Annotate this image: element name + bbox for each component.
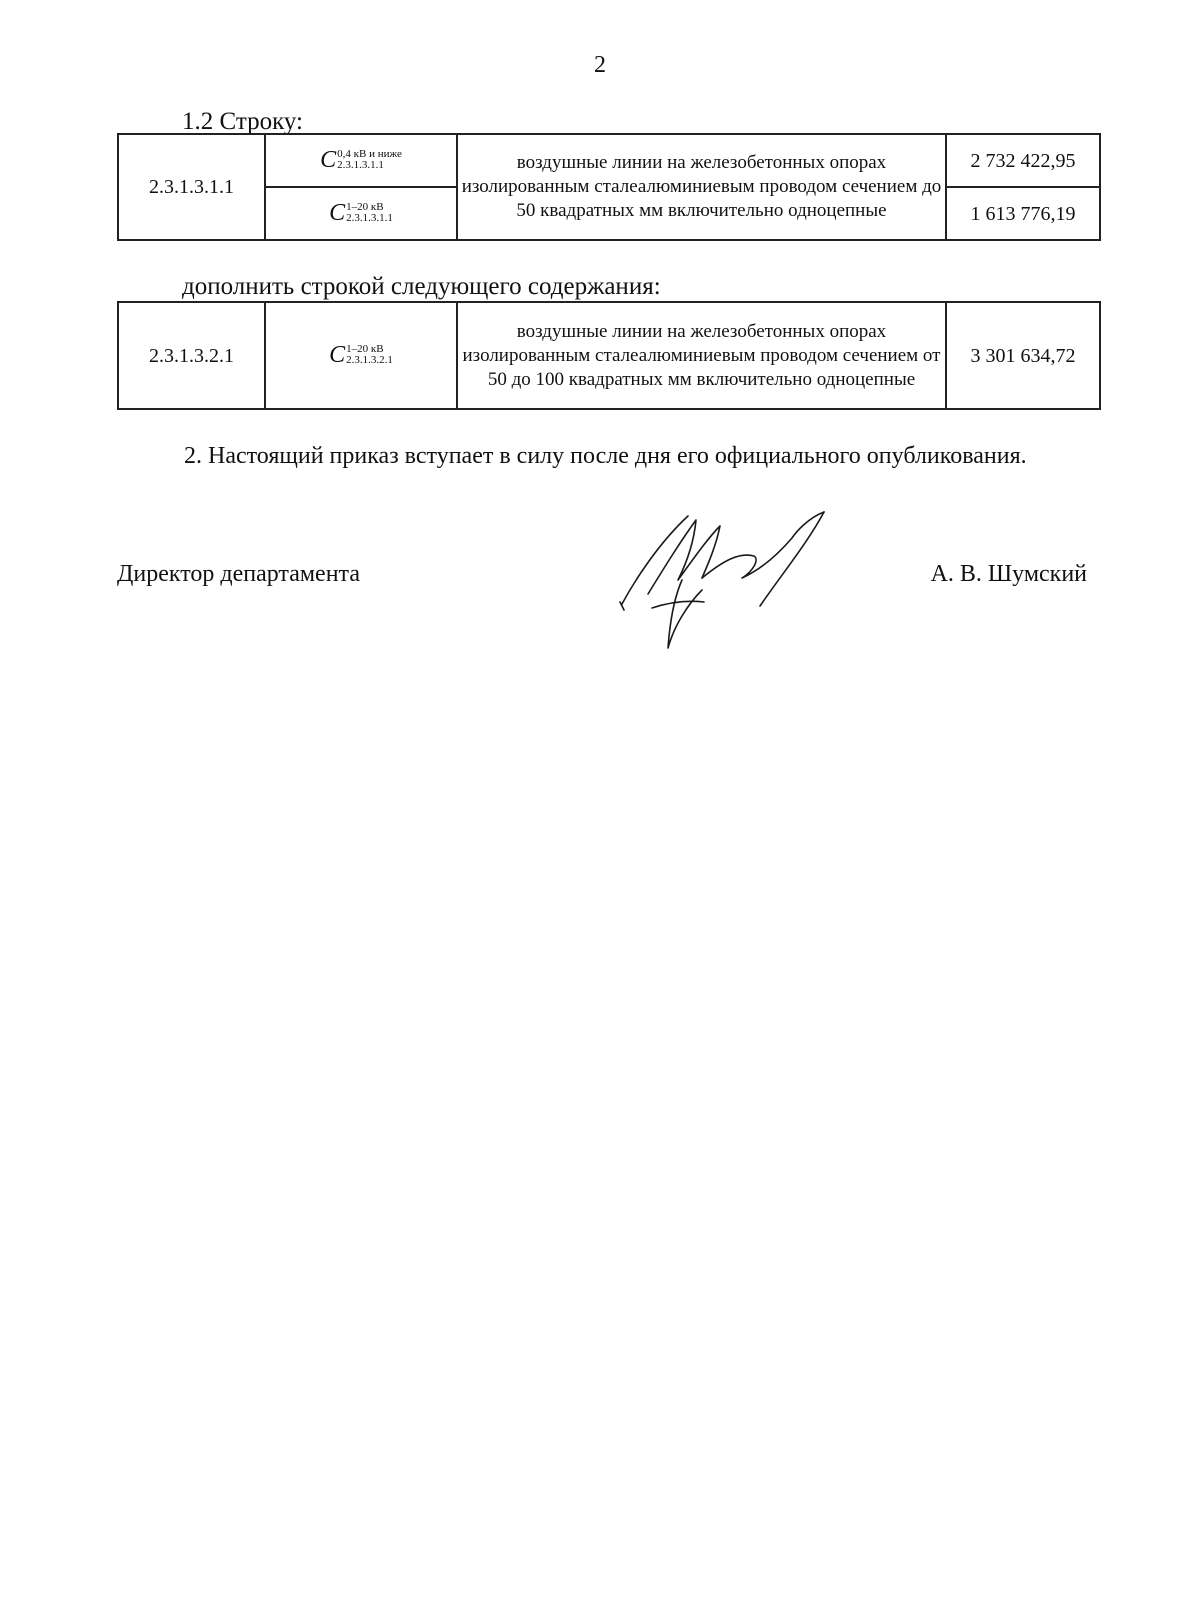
row-code: 2.3.1.3.2.1 [118, 302, 265, 409]
section-heading-addition: дополнить строкой следующего содержания: [182, 273, 661, 300]
row-code: 2.3.1.3.1.1 [118, 134, 265, 240]
rate-value: 2 732 422,95 [946, 134, 1100, 187]
coefficient-formula: C 1–20 кВ 2.3.1.3.1.1 [329, 199, 393, 226]
coefficient-cell [265, 187, 457, 240]
table-replaced-row [117, 133, 1101, 241]
page-number: 2 [594, 52, 606, 78]
handwritten-signature [610, 508, 840, 658]
row-description: воздушные линии на железобетонных опорах изолированным сталеалюминиевым проводом сечением до 50 квадратных мм включительно одноцепные [457, 134, 946, 240]
rate-value: 3 301 634,72 [946, 302, 1100, 409]
table-row [118, 134, 1100, 187]
coefficient-subscript: 2.3.1.3.1.1 [337, 158, 384, 171]
rate-value: 1 613 776,19 [946, 187, 1100, 240]
table-row [118, 302, 1100, 409]
coefficient-superscript: 1–20 кВ [346, 200, 384, 213]
coefficient-formula: C 1–20 кВ 2.3.1.3.2.1 [329, 341, 393, 368]
coefficient-formula: C 0,4 кВ и ниже 2.3.1.3.1.1 [320, 146, 402, 173]
section-heading-line: 1.2 Строку: [182, 108, 303, 135]
coefficient-cell [265, 302, 457, 409]
row-description: воздушные линии на железобетонных опорах изолированным сталеалюминиевым проводом сечением от 50 до 100 квадратных мм включительно одноцепные [457, 302, 946, 409]
coefficient-subscript: 2.3.1.3.2.1 [346, 353, 393, 366]
coefficient-superscript: 1–20 кВ [346, 342, 384, 355]
table-added-row [117, 301, 1101, 410]
coefficient-cell [265, 134, 457, 187]
coefficient-subscript: 2.3.1.3.1.1 [346, 211, 393, 224]
signatory-position: Директор департамента [117, 561, 360, 587]
signatory-name: А. В. Шумский [930, 561, 1087, 587]
effective-date-paragraph: 2. Настоящий приказ вступает в силу после дня его официального опубликования. [184, 443, 1027, 469]
coefficient-superscript: 0,4 кВ и ниже [337, 147, 402, 160]
